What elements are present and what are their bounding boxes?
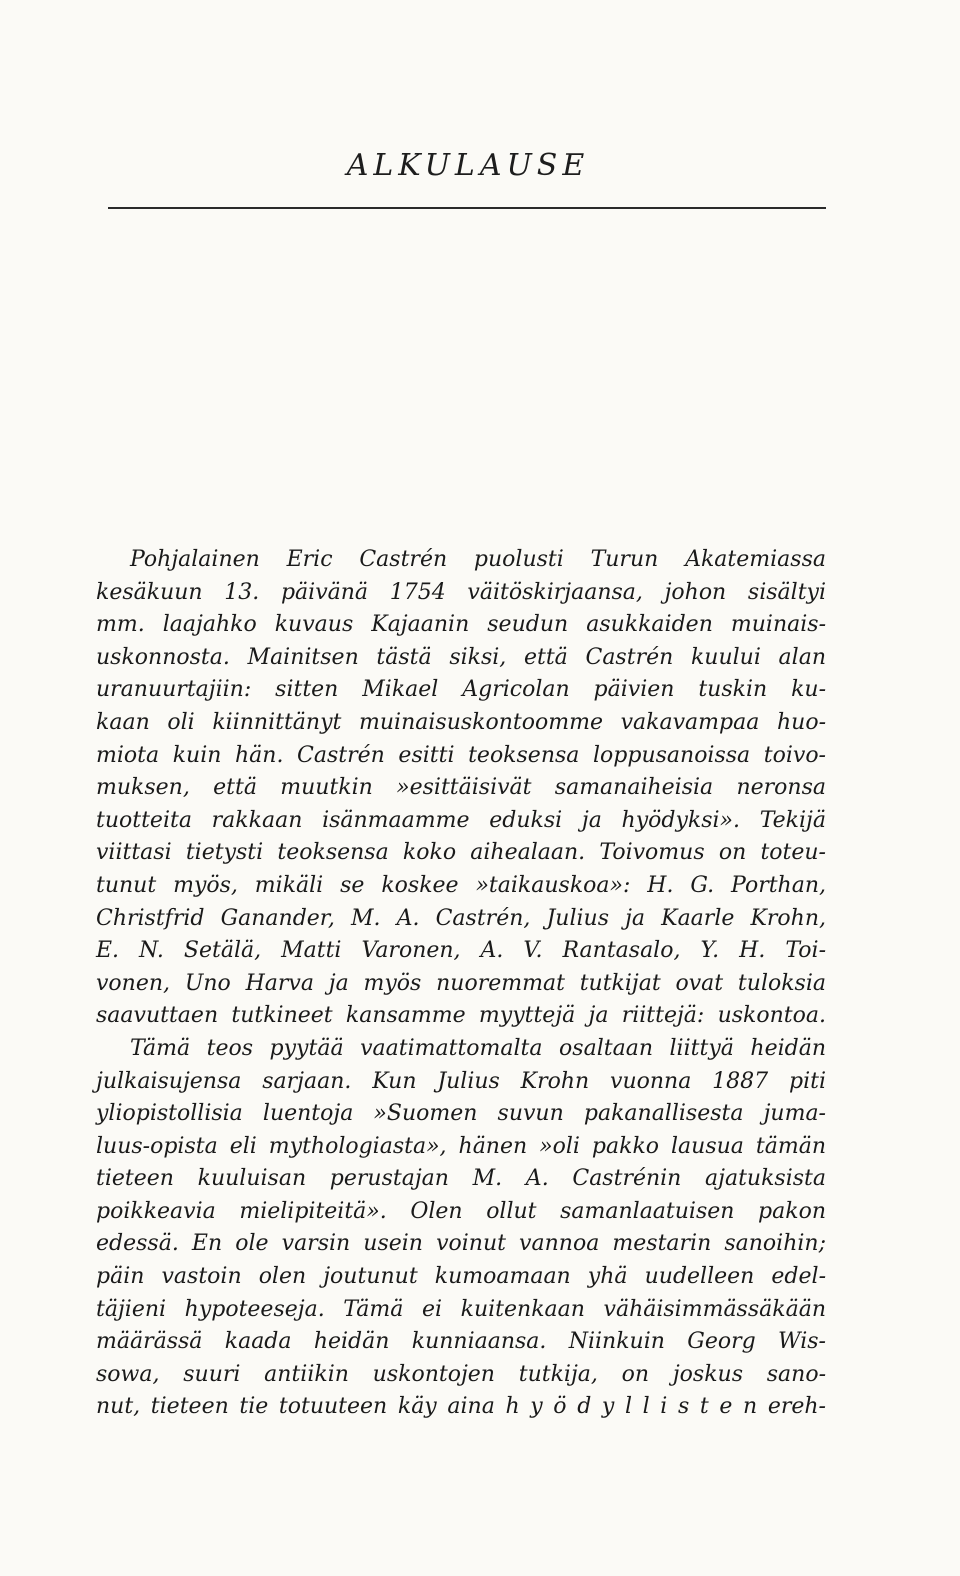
text-line: poikkeavia mielipiteitä». Olen ollut samanlaatuisen pakon [96,1198,826,1224]
text-line: mm. laajahko kuvaus Kajaanin seudun asukkaiden muinais- [96,612,826,638]
text-line: Pohjalainen Eric Castrén puolusti Turun Akatemiassa [130,547,826,572]
text-line: täjieni hypoteeseja. Tämä ei kuitenkaan vähäisimmässäkään [96,1296,826,1322]
text-line: saavuttaen tutkineet kansamme myyttejä ja riittejä: uskontoa. [96,1003,826,1029]
text-line: tunut myös, mikäli se koskee »taikauskoa»: H. G. Porthan, [96,872,826,898]
text-line: tieteen kuuluisan perustajan M. A. Castrénin ajatuksista [96,1166,826,1192]
text-line: muksen, että muutkin »esittäisivät samanaiheisia neronsa [96,775,826,801]
text-line: Christfrid Ganander, M. A. Castrén, Julius ja Kaarle Krohn, [96,905,826,931]
text-line: uskonnosta. Mainitsen tästä siksi, että Castrén kuului alan [96,644,826,670]
text-line: tuotteita rakkaan isänmaamme eduksi ja hyödyksi». Tekijä [96,807,826,833]
text-line: edessä. En ole varsin usein voinut vannoa mestarin sanoihin; [96,1231,826,1257]
text-line: kesäkuun 13. päivänä 1754 väitöskirjaansa, johon sisältyi [96,579,826,605]
text-line: E. N. Setälä, Matti Varonen, A. V. Rantasalo, Y. H. Toi- [96,938,826,964]
text-line: kaan oli kiinnittänyt muinaisuskontoomme vakavampaa huo- [96,709,826,735]
preface-paragraph [96,544,826,1424]
text-line: julkaisujensa sarjaan. Kun Julius Krohn vuonna 1887 piti [96,1068,826,1094]
text-line: määrässä kaada heidän kunniaansa. Niinkuin Georg Wis- [96,1329,826,1355]
text-line: vonen, Uno Harva ja myös nuoremmat tutkijat ovat tuloksia [96,970,826,996]
title-rule [108,207,826,209]
text-line: uranuurtajiin: sitten Mikael Agricolan päivien tuskin ku- [96,677,826,703]
text-line: luus-opista eli mythologiasta», hänen »oli pakko lausua tämän [96,1133,826,1159]
text-line: Tämä teos pyytää vaatimattomalta osaltaan liittyä heidän [130,1035,826,1061]
text-line: sowa, suuri antiikin uskontojen tutkija, on joskus sano- [96,1361,826,1387]
text-line: viittasi tietysti teoksensa koko aihealaan. Toivomus on toteu- [96,840,826,866]
text-line: päin vastoin olen joutunut kumoamaan yhä uudelleen edel- [96,1264,826,1290]
page-title: ALKULAUSE [346,148,590,183]
text-line: yliopistollisia luentoja »Suomen suvun pakanallisesta juma- [96,1101,826,1127]
text-line: nut, tieteen tie totuuteen käy aina h y ö d y l l i s t e n ereh- [96,1394,826,1420]
text-line: miota kuin hän. Castrén esitti teoksensa loppusanoissa toivo- [96,742,826,768]
